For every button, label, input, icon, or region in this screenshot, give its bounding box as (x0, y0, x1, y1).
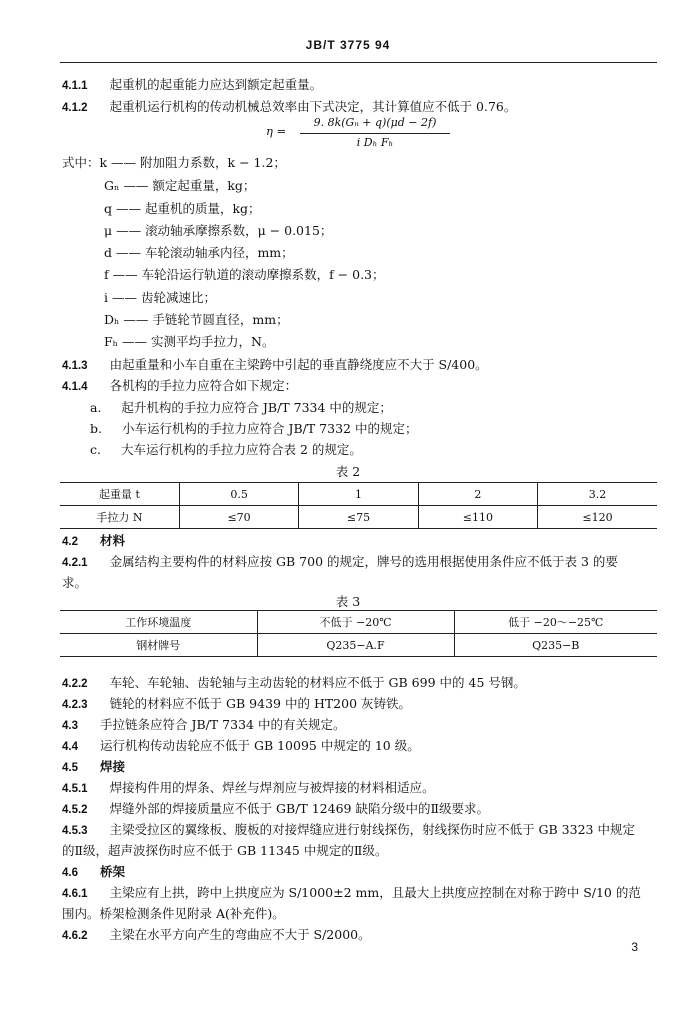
where-item: Gₙ —— 额定起重量，kg； (104, 178, 256, 193)
table-row (60, 611, 657, 634)
clause-text: 起重机运行机构的传动机械总效率由下式决定，其计算值应不低于 0.76。 (109, 99, 517, 114)
list-item (90, 441, 362, 459)
table-cell: ≤110 (418, 506, 537, 529)
table-cell: ≤75 (299, 506, 418, 529)
where-item: i —— 齿轮减速比； (104, 290, 216, 305)
clause-number: 4.5.3 (62, 825, 88, 837)
list-marker: c. (90, 442, 101, 457)
clause-number: 4.6.2 (62, 930, 88, 942)
table-cell: 工作环境温度 (60, 611, 257, 634)
formula-lhs: η = (266, 124, 287, 138)
table-cell: Q235−A.F (257, 634, 454, 657)
section-title: 焊接 (99, 759, 125, 774)
section-4-2 (62, 532, 125, 551)
header-rule (60, 62, 657, 63)
section-title: 桥架 (99, 864, 125, 879)
section-4-5 (62, 758, 125, 777)
clause-continuation: 的Ⅱ级，超声波探伤时应不低于 GB 11345 中规定的Ⅱ级。 (62, 843, 388, 858)
clause-number: 4.2.2 (62, 678, 88, 690)
section-title: 材料 (99, 533, 125, 548)
table-cell: 0.5 (179, 483, 298, 506)
clause-number: 4.1.4 (62, 381, 88, 393)
clause-text: 主梁应有上拱，跨中上拱度应为 S/1000±2 mm，且最大上拱度应控制在对称于跨中 S/10 的范 (109, 885, 641, 900)
clause-4-1-3 (62, 356, 488, 375)
clause-text: 由起重量和小车自重在主梁跨中引起的垂直静绕度应不大于 S/400。 (109, 357, 488, 372)
clause-number: 4.5.1 (62, 783, 88, 795)
table-cell: 钢材牌号 (60, 634, 257, 657)
table-cell: Q235−B (454, 634, 657, 657)
formula-denominator: i Dₕ Fₕ (356, 136, 394, 149)
section-4-6 (62, 863, 125, 882)
clause-text: 车轮、车轮轴、齿轮轴与主动齿轮的材料应不低于 GB 699 中的 45 号钢。 (109, 675, 526, 690)
clause-text: 金属结构主要构件的材料应按 GB 700 的规定，牌号的选用根据使用条件应不低于表 3 的要 (109, 554, 618, 569)
table-2 (60, 482, 657, 529)
clause-4-1-2 (62, 98, 516, 117)
clause-4-3 (62, 716, 345, 735)
clause-text: 焊接构件用的焊条、焊丝与焊剂应与被焊接的材料相适应。 (109, 780, 435, 795)
table-cell: 不低于 −20℃ (257, 611, 454, 634)
clause-number: 4.1.1 (62, 80, 88, 92)
list-text: 大车运行机构的手拉力应符合表 2 的规定。 (120, 442, 362, 457)
clause-number: 4.3 (62, 720, 78, 732)
clause-4-6-2 (62, 926, 371, 945)
clause-number: 4.2.1 (62, 557, 88, 569)
where-item: μ —— 滚动轴承摩擦系数，μ − 0.015； (104, 223, 333, 238)
where-item: f —— 车轮沿运行轨道的滚动摩擦系数，f − 0.3； (104, 267, 385, 282)
table-cell: ≤120 (538, 506, 657, 529)
table-2-caption: 表 2 (335, 464, 361, 479)
clause-text: 主梁受拉区的翼缘板、腹板的对接焊缝应进行射线探伤，射线探伤时应不低于 GB 3323 中规定 (109, 822, 635, 837)
where-item: Dₕ —— 手链轮节圆直径，mm； (104, 312, 289, 327)
clause-text: 起重机的起重能力应达到额定起重量。 (109, 77, 323, 92)
table-row (60, 506, 657, 529)
clause-4-2-2 (62, 674, 526, 693)
list-marker: a. (90, 400, 102, 415)
clause-4-5-1 (62, 779, 435, 798)
list-text: 起升机构的手拉力应符合 JB/T 7334 中的规定； (121, 400, 392, 415)
table-cell: 低于 −20～−25℃ (454, 611, 657, 634)
clause-text: 主梁在水平方向产生的弯曲应不大于 S/2000。 (109, 927, 371, 942)
clause-4-2-3 (62, 695, 411, 714)
section-number: 4.5 (62, 762, 78, 774)
clause-text: 运行机构传动齿轮应不低于 GB 10095 中规定的 10 级。 (99, 738, 420, 753)
table-cell: 手拉力 N (60, 506, 179, 529)
table-cell: 2 (418, 483, 537, 506)
where-item: q —— 起重机的质量，kg； (104, 201, 261, 216)
clause-number: 4.1.2 (62, 102, 88, 114)
clause-text: 链轮的材料应不低于 GB 9439 中的 HT200 灰铸铁。 (109, 696, 412, 711)
clause-4-5-3 (62, 821, 635, 840)
clause-4-5-2 (62, 800, 489, 819)
clause-text: 焊缝外部的焊接质量应不低于 GB/T 12469 缺陷分级中的Ⅱ级要求。 (109, 801, 489, 816)
table-3 (60, 610, 657, 657)
formula-numerator: 9. 8k(Gₙ + q)(μd − 2f) (313, 116, 437, 129)
list-item (90, 420, 417, 438)
clause-4-1-1 (62, 76, 322, 95)
table-cell: 3.2 (538, 483, 657, 506)
clause-number: 4.1.3 (62, 360, 88, 372)
clause-4-1-4 (62, 377, 297, 396)
table-row (60, 483, 657, 506)
clause-number: 4.5.2 (62, 804, 88, 816)
clause-text: 手拉链条应符合 JB/T 7334 中的有关规定。 (99, 717, 346, 732)
clause-4-6-1 (62, 884, 641, 903)
table-cell: ≤70 (179, 506, 298, 529)
document-header: JB/T 3775 94 (305, 38, 391, 52)
table-cell: 1 (299, 483, 418, 506)
table-3-caption: 表 3 (335, 594, 361, 609)
fraction-bar (300, 133, 450, 134)
clause-continuation: 围内。桥架检测条件见附录 A(补充件)。 (62, 906, 285, 921)
where-item: 式中：k —— 附加阻力系数，k − 1.2； (62, 155, 286, 170)
clause-number: 4.6.1 (62, 888, 88, 900)
clause-text: 各机构的手拉力应符合如下规定： (109, 378, 298, 393)
clause-number: 4.4 (62, 741, 78, 753)
section-number: 4.2 (62, 536, 78, 548)
where-item: Fₕ —— 实测平均手拉力，N。 (104, 334, 275, 349)
page-number: 3 (631, 940, 638, 954)
list-item (90, 399, 392, 417)
clause-4-2-1 (62, 553, 618, 572)
table-cell: 起重量 t (60, 483, 179, 506)
clause-continuation: 求。 (62, 575, 88, 590)
section-number: 4.6 (62, 867, 78, 879)
clause-number: 4.2.3 (62, 699, 88, 711)
where-item: d —— 车轮滚动轴承内径，mm； (104, 245, 294, 260)
list-marker: b. (90, 421, 102, 436)
list-text: 小车运行机构的手拉力应符合 JB/T 7332 中的规定； (121, 421, 418, 436)
table-row (60, 634, 657, 657)
clause-4-4 (62, 737, 420, 756)
